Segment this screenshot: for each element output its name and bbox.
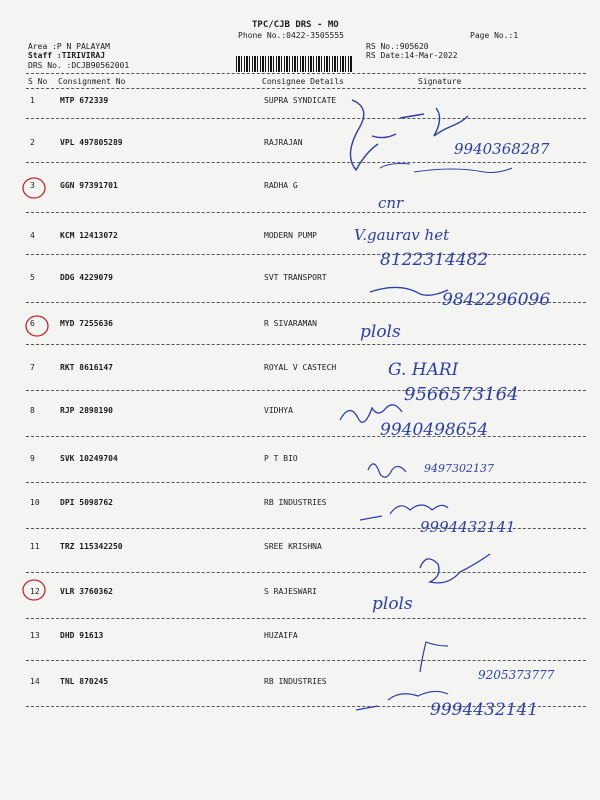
col-consignment: Consignment No	[58, 77, 126, 86]
row-consignee: RAJRAJAN	[264, 138, 303, 147]
handwritten-phone-row-2: 9940368287	[454, 140, 550, 158]
handwritten-name-row-4: V.gaurav het	[354, 226, 450, 244]
signature-scribble-9	[368, 464, 406, 477]
row-consignment-no: TNL 870245	[60, 677, 109, 686]
row-divider	[26, 436, 586, 437]
row-consignment-no: SVK 10249704	[60, 454, 118, 463]
signature-scribble-2	[380, 164, 512, 173]
header-rule-bottom	[26, 88, 586, 89]
phone-number: Phone No.:0422-3505555	[238, 31, 344, 40]
handwritten-note-row-6: plols	[360, 322, 401, 342]
row-sno: 4	[30, 231, 35, 240]
drs-number: DRS No. :DCJB90562001	[28, 61, 130, 70]
area-label: Area :P N PALAYAM	[28, 42, 110, 51]
row-consignment-no: DDG 4229079	[60, 273, 113, 282]
page-number: Page No.:1	[470, 31, 519, 40]
row-sno: 8	[30, 406, 35, 415]
row-consignment-no: DHD 91613	[60, 631, 104, 640]
row-consignee: MODERN PUMP	[264, 231, 317, 240]
row-consignee: SREE KRISHNA	[264, 542, 322, 551]
row-divider	[26, 344, 586, 345]
col-signature: Signature	[418, 77, 462, 86]
handwritten-note-row-12: plols	[372, 594, 413, 614]
row-divider	[26, 118, 586, 119]
row-consignment-no: VLR 3760362	[60, 587, 113, 596]
signature-scribble-5	[370, 287, 448, 295]
row-consignee: HUZAIFA	[264, 631, 298, 640]
rs-number: RS No.:905620	[366, 42, 429, 51]
row-sno: 10	[30, 498, 40, 507]
handwritten-note-row-3: cnr	[378, 194, 404, 212]
row-sno: 13	[30, 631, 40, 640]
handwritten-phone-row-8: 9940498654	[380, 420, 489, 440]
handwritten-phone-row-14: 9994432141	[430, 700, 539, 720]
header-rule-top	[26, 73, 586, 74]
row-consignee: R SIVARAMAN	[264, 319, 317, 328]
row-divider	[26, 212, 586, 213]
row-consignee: SUPRA SYNDICATE	[264, 96, 337, 105]
row-consignment-no: KCM 12413072	[60, 231, 118, 240]
signature-scribble-11	[420, 554, 490, 583]
row-consignee: P T BIO	[264, 454, 298, 463]
col-consignee: Consignee Details	[262, 77, 344, 86]
row-consignment-no: RJP 2898190	[60, 406, 113, 415]
row-divider	[26, 482, 586, 483]
handwritten-phone-row-13: 9205373777	[478, 668, 555, 682]
row-consignment-no: TRZ 115342250	[60, 542, 123, 551]
row-sno: 2	[30, 138, 35, 147]
row-divider	[26, 660, 586, 661]
row-consignee: RADHA G	[264, 181, 298, 190]
row-consignment-no: RKT 8616147	[60, 363, 113, 372]
signature-scribble-13	[420, 642, 448, 672]
handwritten-name-row-7: G. HARI	[388, 360, 459, 380]
row-sno: 5	[30, 273, 35, 282]
row-consignee: S RAJESWARI	[264, 587, 317, 596]
document-title: TPC/CJB DRS - MO	[252, 20, 339, 30]
signature-scribble-1	[350, 100, 468, 170]
barcode	[236, 56, 352, 72]
handwritten-phone-row-4: 8122314482	[380, 250, 489, 270]
row-consignment-no: DPI 5098762	[60, 498, 113, 507]
row-sno: 1	[30, 96, 35, 105]
row-consignee: SVT TRANSPORT	[264, 273, 327, 282]
row-consignee: ROYAL V CASTECH	[264, 363, 337, 372]
row-consignment-no: MTP 672339	[60, 96, 109, 105]
handwritten-phone-row-7: 9566573164	[404, 384, 519, 405]
row-consignment-no: GGN 97391701	[60, 181, 118, 190]
row-consignee: VIDHYA	[264, 406, 293, 415]
row-sno: 7	[30, 363, 35, 372]
row-divider	[26, 254, 586, 255]
row-consignee: RB INDUSTRIES	[264, 677, 327, 686]
rs-date: RS Date:14-Mar-2022	[366, 51, 458, 60]
row-sno: 11	[30, 542, 40, 551]
row-consignment-no: MYD 7255636	[60, 319, 113, 328]
col-sno: S No	[28, 77, 48, 86]
row-sno: 14	[30, 677, 40, 686]
handwritten-phone-row-10: 9994432141	[420, 518, 516, 536]
row-sno: 9	[30, 454, 35, 463]
staff-label: Staff :TIRIVIRAJ	[28, 51, 106, 60]
row-divider	[26, 162, 586, 163]
row-divider	[26, 618, 586, 619]
handwritten-phone-row-5: 9842296096	[442, 290, 551, 310]
row-divider	[26, 572, 586, 573]
row-consignment-no: VPL 497805289	[60, 138, 123, 147]
row-sno: 12	[30, 587, 40, 596]
row-consignee: RB INDUSTRIES	[264, 498, 327, 507]
handwritten-phone-row-9: 9497302137	[424, 462, 494, 475]
row-sno: 6	[30, 319, 35, 328]
row-sno: 3	[30, 181, 35, 190]
